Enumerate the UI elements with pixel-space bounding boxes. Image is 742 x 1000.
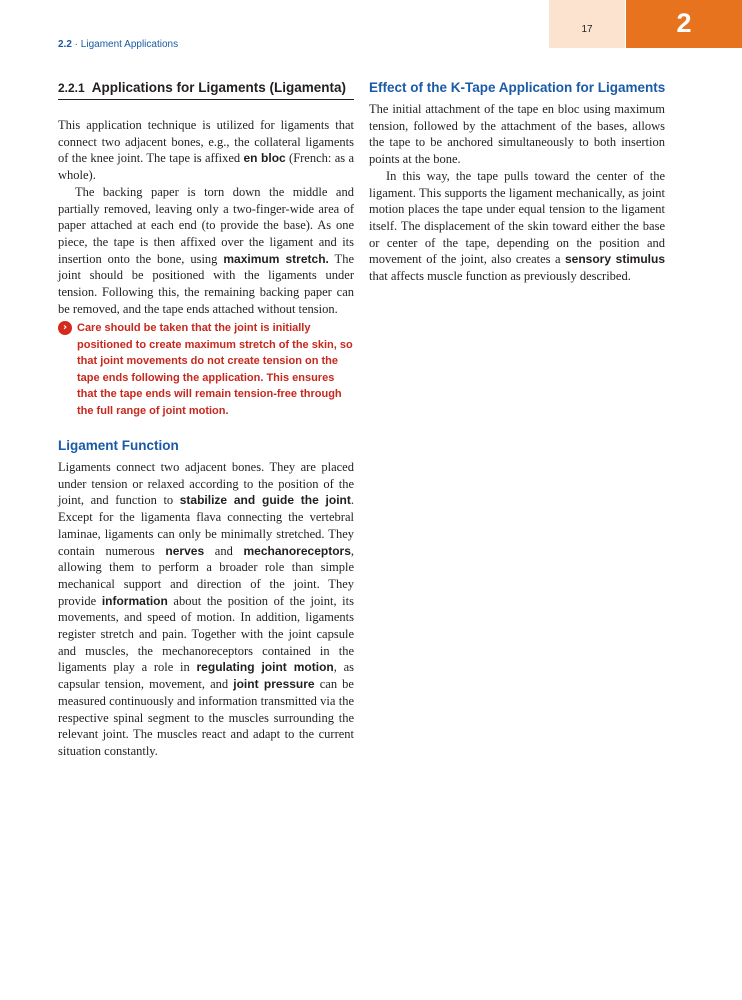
bold-term: stabilize and guide the joint bbox=[179, 493, 351, 508]
paragraph bbox=[58, 184, 354, 318]
bold-term: maximum stretch. bbox=[223, 251, 329, 266]
text-run: , as capsular tension, movement, and bbox=[58, 660, 355, 692]
text-run: , allowing them to perform a broader role than simple mechanical support and direction of the joint. They provide bbox=[58, 543, 354, 608]
paragraph bbox=[58, 459, 354, 760]
ligament-function-body bbox=[58, 459, 354, 760]
bold-term: sensory stimulus bbox=[564, 252, 666, 267]
page-number-tab bbox=[549, 0, 625, 48]
text-run: This application technique is utilized for ligaments that connect two adjacent bones, e.g., the collateral ligaments of the knee joint. The tape is affixed bbox=[58, 118, 354, 166]
note-callout bbox=[58, 320, 354, 420]
bold-term: nerves bbox=[165, 543, 205, 558]
bold-term: joint pressure bbox=[233, 677, 315, 692]
section-number: 2.2.1 bbox=[58, 81, 85, 95]
text-run: Ligaments connect two adjacent bones. They are placed under tension or relaxed according to the position of the joint, and function to bbox=[58, 460, 354, 508]
page-number: 17 bbox=[581, 24, 593, 35]
note-text: Care should be taken that the joint is initially positioned to create maximum stretch of the skin, so that joint movements do not create tension on the tape ends following the application. This ensures that the tape ends will remain tension-free through the full range of joint motion. bbox=[77, 322, 353, 417]
text-run: In this way, the tape pulls toward the center of the ligament. This supports the ligament mechanically, as joint motion places the tape under equal tension to the ligament itself. The displacement of the skin toward either the base or center of the tape, depending on the position and movement of the joint, also creates a bbox=[369, 168, 665, 267]
text-run: . Except for the ligamenta flava connecting the vertebral laminae, ligaments can only be minimally stretched. They contain numerous bbox=[58, 493, 354, 558]
effect-body bbox=[369, 101, 665, 285]
running-head-section-title: Ligament Applications bbox=[80, 39, 179, 50]
running-head bbox=[58, 39, 178, 50]
running-head-section-number: 2.2 bbox=[58, 39, 72, 50]
chapter-tab bbox=[626, 0, 742, 48]
arrow-right-icon: › bbox=[58, 321, 72, 335]
chapter-number: 2 bbox=[676, 8, 692, 38]
paragraph bbox=[58, 117, 354, 184]
paragraph: The initial attachment of the tape en bloc using maximum tension, followed by the attachment of the bases, allows the tape to be anchored simultaneously to both insertion points at the bone. bbox=[369, 102, 665, 167]
bold-term: mechanoreceptors bbox=[243, 543, 351, 558]
bold-term: regulating joint motion bbox=[196, 660, 334, 675]
text-run: (French: as a whole). bbox=[58, 151, 354, 183]
left-body bbox=[58, 117, 354, 317]
text-run: and bbox=[204, 543, 244, 558]
paragraph bbox=[369, 168, 665, 285]
text-run: The backing paper is torn down the middle and partially removed, leaving only a two-finger-wide area of paper attached at each end (to provide the base). As one piece, the tape is then affixed over the ligament and its insertion onto the bone, using bbox=[58, 184, 354, 266]
ligament-function-heading: Ligament Function bbox=[58, 438, 179, 453]
text-run: The joint should be positioned with the ligaments under tension. Following this, the remaining backing paper can be removed, and the tape ends attached without tension. bbox=[58, 251, 354, 316]
effect-heading: Effect of the K-Tape Application for Ligaments bbox=[369, 80, 666, 95]
bold-term: information bbox=[101, 593, 168, 608]
section-title: Applications for Ligaments (Ligamenta) bbox=[91, 80, 346, 95]
text-run: about the position of the joint, its movements, and speed of motion. In addition, ligaments register stretch and pain. Together with the joint capsule and muscles, the mechanoreceptors contained in the ligaments play a role in bbox=[58, 593, 354, 675]
section-heading bbox=[58, 80, 354, 100]
running-head-separator: · bbox=[71, 39, 81, 50]
text-run: can be measured continuously and information transmitted via the respective spinal segment to the muscles surrounding the relevant joint. The muscles react and adapt to the current situation constantly. bbox=[58, 677, 354, 758]
text-run: that affects muscle function as previously described. bbox=[369, 269, 631, 284]
bold-term: en bloc bbox=[243, 151, 286, 166]
